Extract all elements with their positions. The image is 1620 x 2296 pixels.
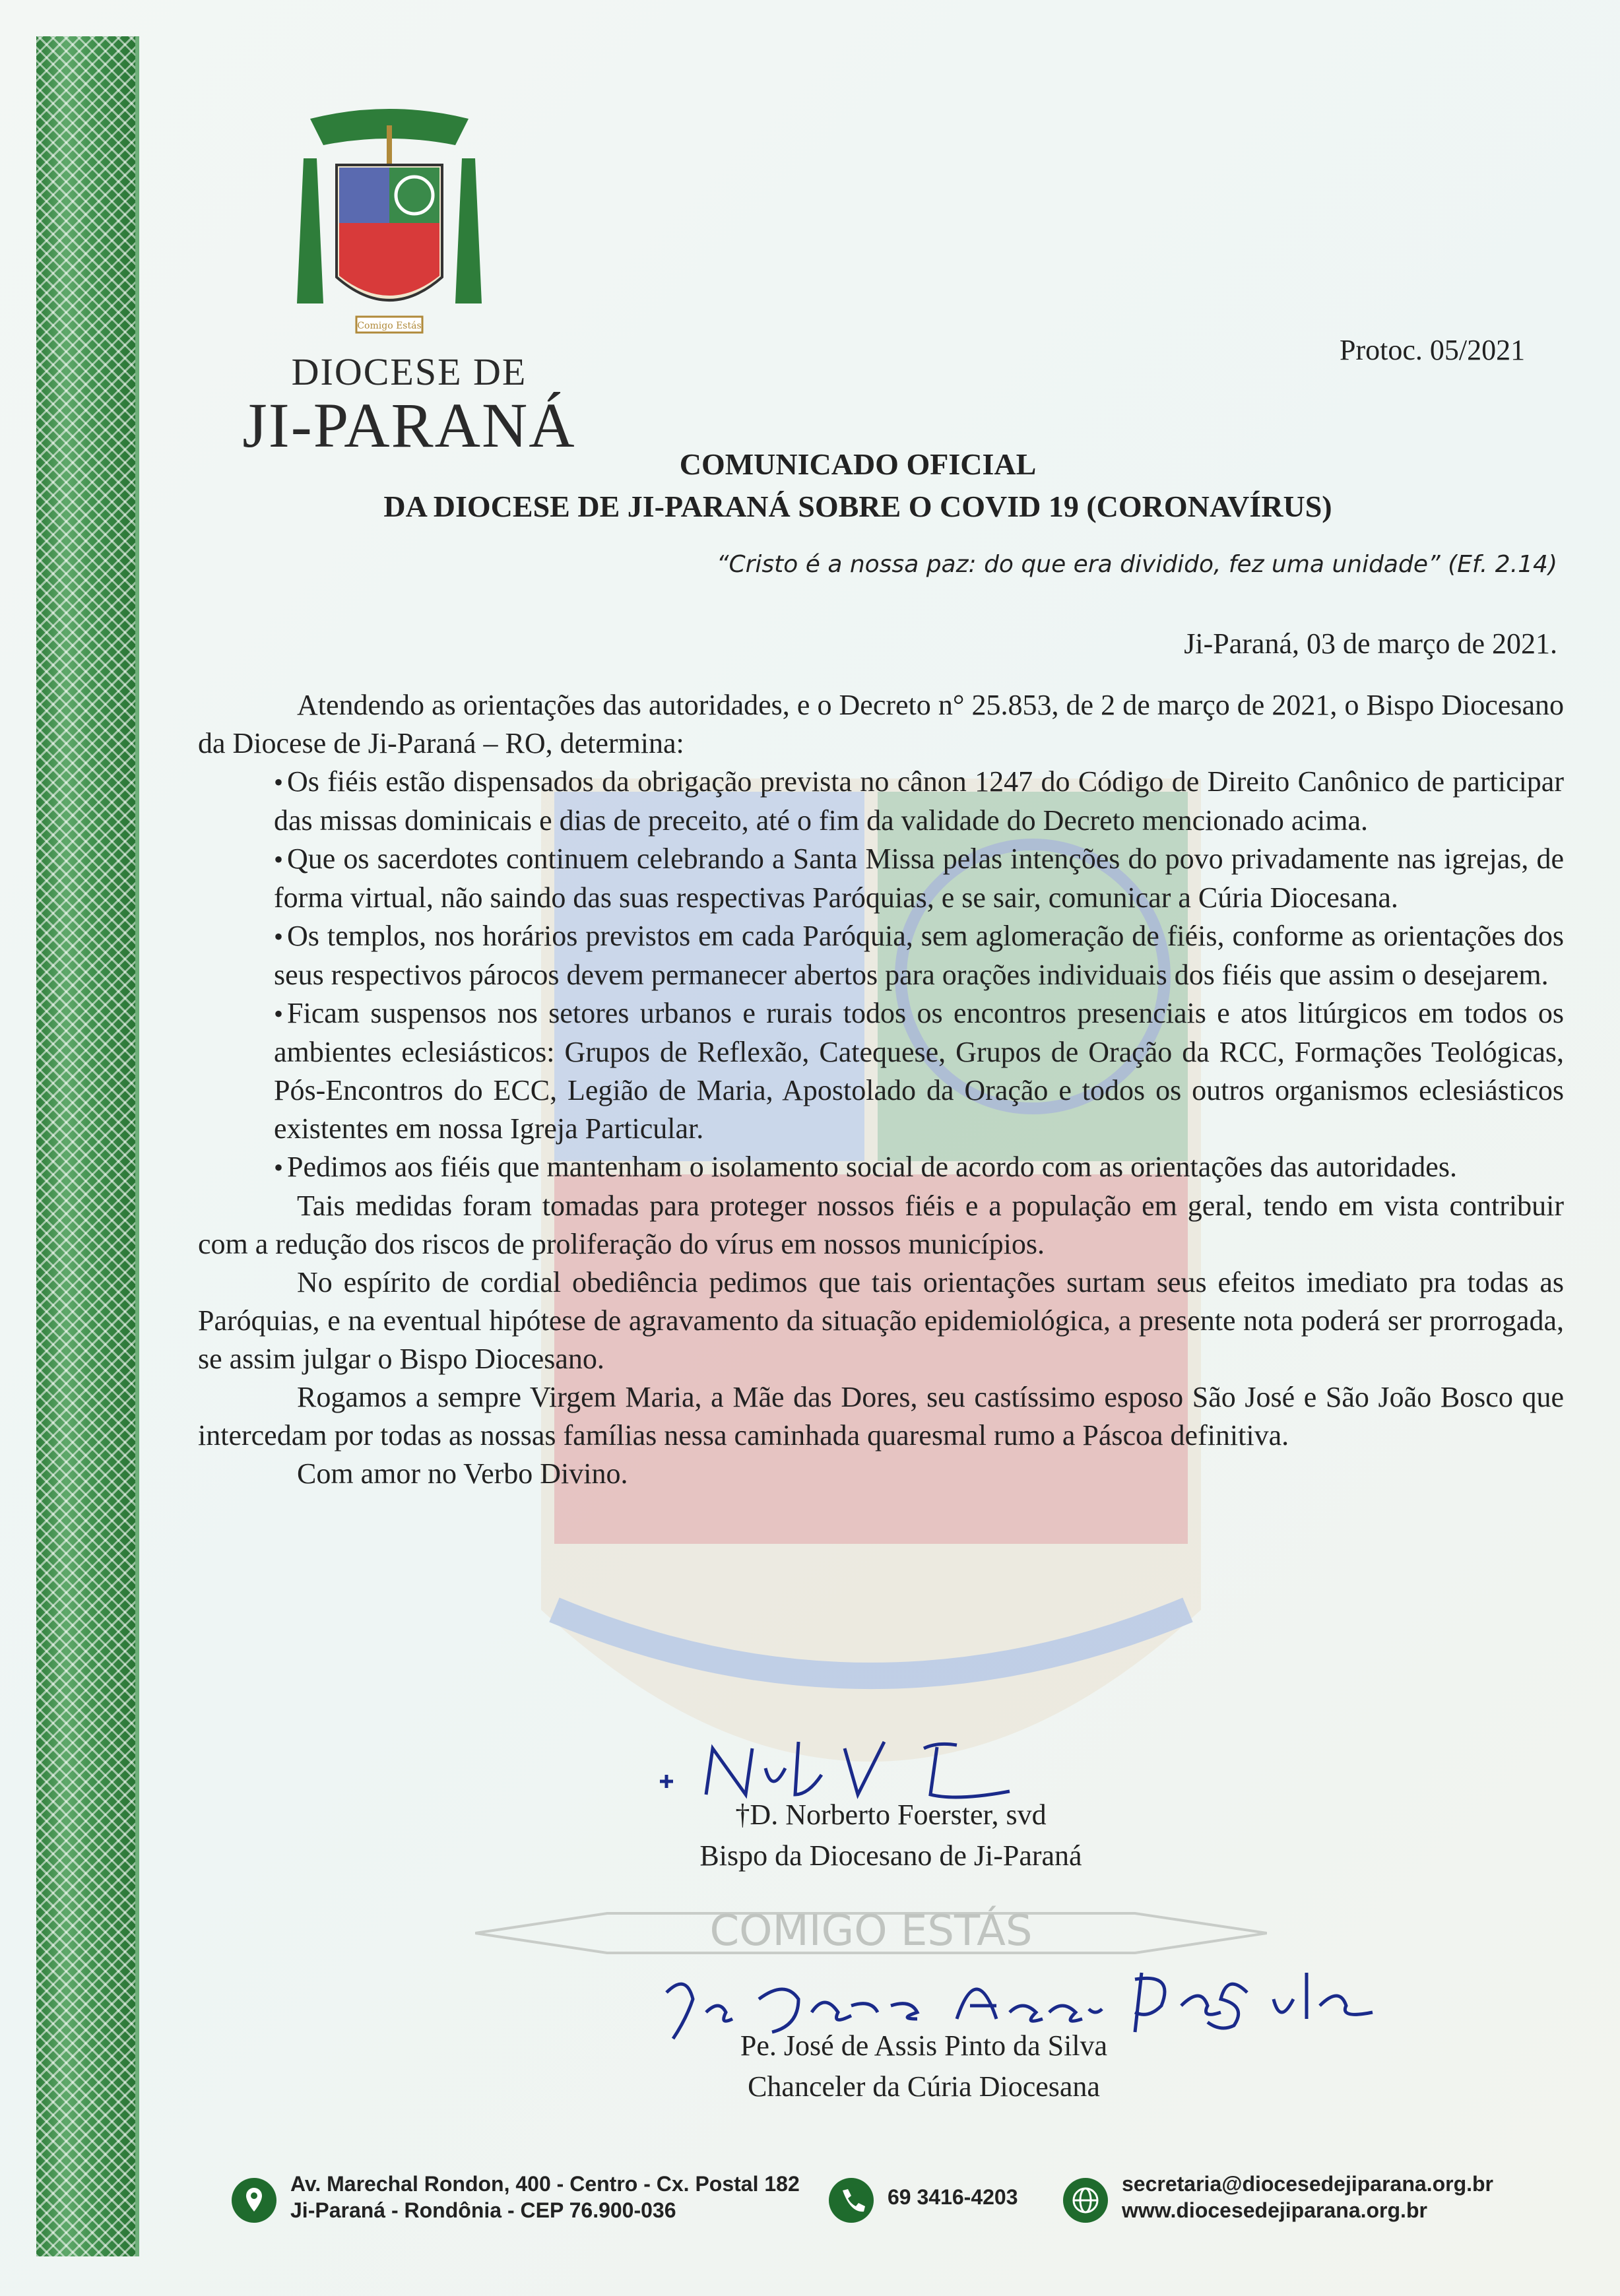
- phone-number[interactable]: 69 3416-4203: [888, 2185, 1018, 2209]
- footer-contact-bar: [0, 2171, 1620, 2250]
- diocese-coat-of-arms-logo: [284, 106, 495, 356]
- diocese-name-line2: JI-PARANÁ: [242, 390, 576, 461]
- list-item: • Os templos, nos horários previstos em cada Paróquia, sem aglomeração de fiéis, conforme as orientações dos seus respectivos párocos devem permanecer abertos para orações individuais dos fiéis que assim o desejarem.: [274, 920, 1564, 991]
- globe-icon: [1062, 2177, 1109, 2223]
- paragraph-prayer: Rogamos a sempre Virgem Maria, a Mãe das Dores, seu castíssimo esposo São José e São João Bosco que intercedam por todas as nossas famílias nessa caminhada quaresmal rumo a Páscoa definitiva.: [198, 1381, 1564, 1451]
- phone-icon: [828, 2177, 874, 2223]
- website-link[interactable]: www.diocesedejiparana.org.br: [1122, 2198, 1427, 2222]
- svg-text:COMIGO ESTÁS: COMIGO ESTÁS: [709, 1907, 1033, 1956]
- list-item: • Pedimos aos fiéis que mantenham o isolamento social de acordo com as orientações das autoridades.: [274, 1151, 1457, 1183]
- closing-line: Com amor no Verbo Divino.: [297, 1457, 628, 1490]
- decorative-border: [36, 36, 139, 2256]
- bullet-icon: •: [274, 845, 284, 874]
- bullet-icon: •: [274, 999, 284, 1029]
- email-link[interactable]: secretaria@diocesedejiparana.org.br: [1122, 2172, 1493, 2196]
- chancellor-signature-block: [594, 2025, 1254, 2107]
- bishop-name: †D. Norberto Foerster, svd: [735, 1799, 1047, 1831]
- bishop-signature-block: [594, 1795, 1188, 1876]
- diocese-name-line1: DIOCESE DE: [291, 350, 527, 393]
- paragraph-obedience: No espírito de cordial obediência pedimos que tais orientações surtam seus efeitos imediato pra todas as Paróquias, e na eventual hipótese de agravamento da situação epidemiológica, a presente nota poderá ser prorrogada, se assim julgar o Bispo Diocesano.: [198, 1266, 1564, 1375]
- bishop-title: Bispo da Diocesano de Ji-Paraná: [699, 1839, 1082, 1872]
- location-pin-icon: [231, 2177, 277, 2223]
- bullet-icon: •: [274, 922, 284, 951]
- list-item: • Que os sacerdotes continuem celebrando a Santa Missa pelas intenções do povo privadamente nas igrejas, de forma virtual, não saindo das suas respectivas Paróquias, e se sair, comunicar a Cúria Diocesana.: [274, 843, 1564, 914]
- title-line1: COMUNICADO OFICIAL: [679, 447, 1037, 481]
- letter-body: [198, 686, 1564, 1493]
- chancellor-name: Pe. José de Assis Pinto da Silva: [740, 2029, 1108, 2062]
- protocol-number: Protoc. 05/2021: [1340, 334, 1526, 366]
- bullet-icon: •: [274, 767, 284, 797]
- paragraph-measures: Tais medidas foram tomadas para proteger nossos fiéis e a população em geral, tendo em vista contribuir com a redução dos riscos de proliferação do vírus em nossos municípios.: [198, 1190, 1564, 1260]
- title-line2: DA DIOCESE DE JI-PARANÁ SOBRE O COVID 19 (CORONAVÍRUS): [383, 490, 1332, 523]
- svg-text:Comigo Estás: Comigo Estás: [357, 321, 422, 331]
- address-line1: Av. Marechal Rondon, 400 - Centro - Cx. Postal 182: [290, 2172, 800, 2196]
- bullet-icon: •: [274, 1153, 284, 1182]
- directives-list: [198, 763, 1564, 1187]
- list-item: • Ficam suspensos nos setores urbanos e rurais todos os encontros presenciais e atos litúrgicos em todos os ambientes eclesiásticos: Grupos de Reflexão, Catequese, Grupos de Oração da RCC, Formações Teológicas, Pós-Encontros do ECC, Legião de Maria, Apostolado da Oração e todos os outros organismos eclesiásticos existentes em nossa Igreja Particular.: [274, 997, 1564, 1145]
- dateline: Ji-Paraná, 03 de março de 2021.: [1184, 627, 1557, 660]
- chancellor-title: Chanceler da Cúria Diocesana: [748, 2070, 1100, 2103]
- intro-paragraph: Atendendo as orientações das autoridades, e o Decreto n° 25.853, de 2 de março de 2021, o Bispo Diocesano da Diocese de Ji-Paraná – RO, determina:: [198, 689, 1564, 759]
- document-title: [251, 443, 1465, 528]
- address-line2: Ji-Paraná - Rondônia - CEP 76.900-036: [290, 2198, 676, 2222]
- scripture-quote: “Cristo é a nossa paz: do que era dividido, fez uma unidade” (Ef. 2.14): [716, 551, 1557, 578]
- list-item: • Os fiéis estão dispensados da obrigação prevista no cânon 1247 do Código de Direito Canônico de participar das missas dominicais e dias de preceito, até o fim da validade do Decreto mencionado acima.: [274, 765, 1564, 837]
